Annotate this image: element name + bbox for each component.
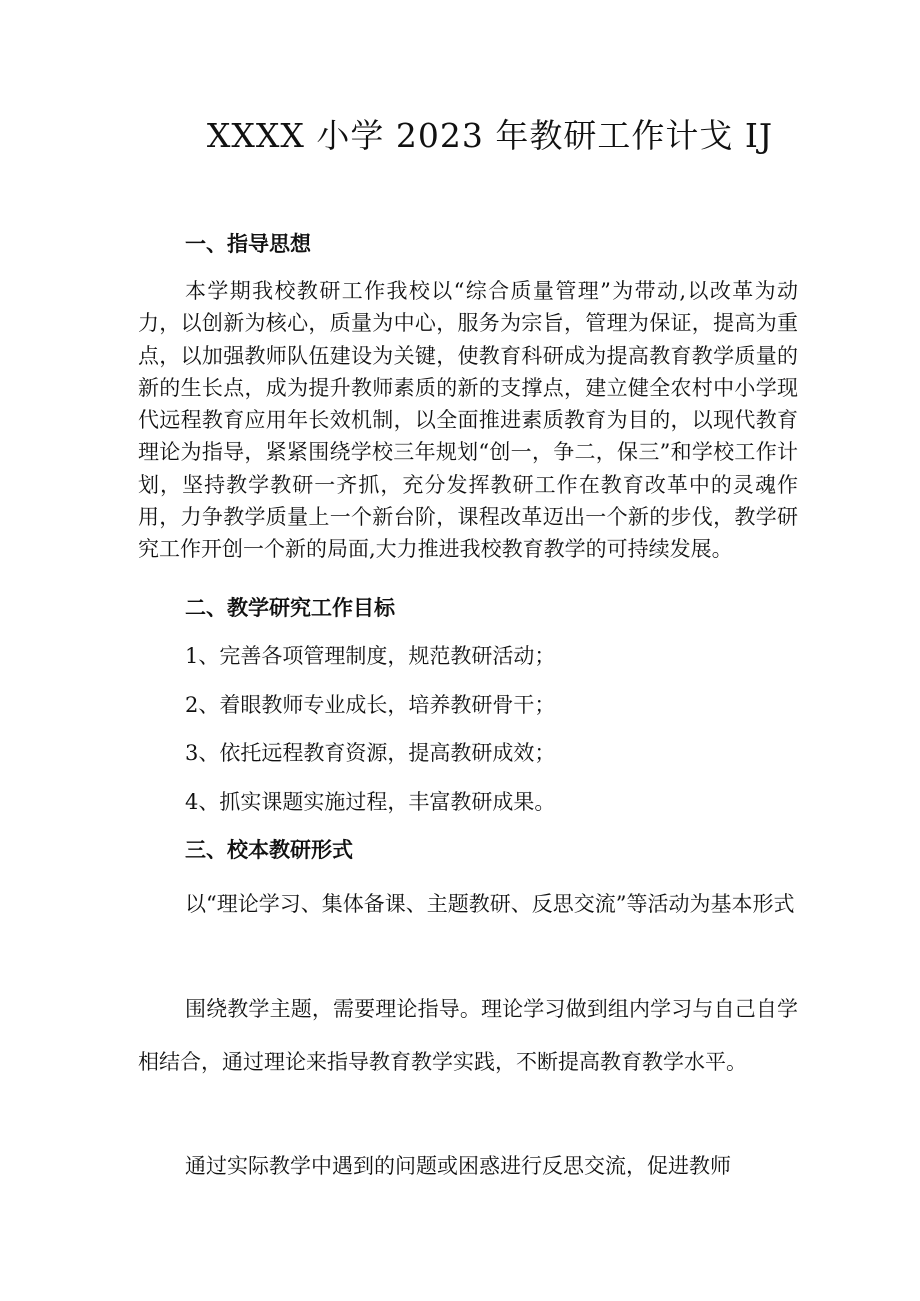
paragraph-basic-forms: 以“理论学习、集体备课、主题教研、反思交流”等活动为基本形式	[185, 892, 795, 916]
paragraph-reflection-exchange: 通过实际教学中遇到的问题或困惑进行反思交流，促进教师	[185, 1154, 731, 1178]
goal-item-4: 4、抓实课题实施过程，丰富教研成果。	[185, 790, 556, 814]
section-heading-guiding-ideology: 一、指导思想	[185, 231, 311, 256]
goal-item-3: 3、依托远程教育资源，提高教研成效；	[185, 741, 556, 765]
goal-item-1: 1、完善各项管理制度，规范教研活动；	[185, 644, 556, 668]
document-title: XXXX 小学 2023 年教研工作计戈 IJ	[206, 116, 774, 155]
section-heading-research-goals: 二、教学研究工作目标	[185, 595, 395, 620]
goal-item-2: 2、着眼教师专业成长，培养教研骨干；	[185, 693, 556, 717]
paragraph-guiding-ideology: 本学期我校教研工作我校以“综合质量管理”为带动,以改革为动力，以创新为核心，质量为中心，服务为宗旨，管理为保证，提高为重点，以加强教师队伍建设为关键，使教育科研成为提高教育教学质量的新的生长点，成为提升教师素质的新的支撑点，建立健全农村中小学现代远程教育应用年长效机制，以全面推进素质教育为目的，以现代教育理论为指导，紧紧围绕学校三年规划“创一，争二，保三”和学校工作计划，坚持教学教研一齐抓，充分发挥教研工作在教育改革中的灵魂作用，力争教学质量上一个新台阶，课程改革迈出一个新的步伐，教学研究工作开创一个新的局面,大力推进我校教育教学的可持续发展。	[138, 279, 798, 562]
paragraph-theory-study: 围绕教学主题，需要理论指导。理论学习做到组内学习与自己自学相结合，通过理论来指导教育教学实践，不断提高教育教学水平。	[138, 997, 798, 1074]
section-heading-research-forms: 三、校本教研形式	[185, 837, 353, 862]
